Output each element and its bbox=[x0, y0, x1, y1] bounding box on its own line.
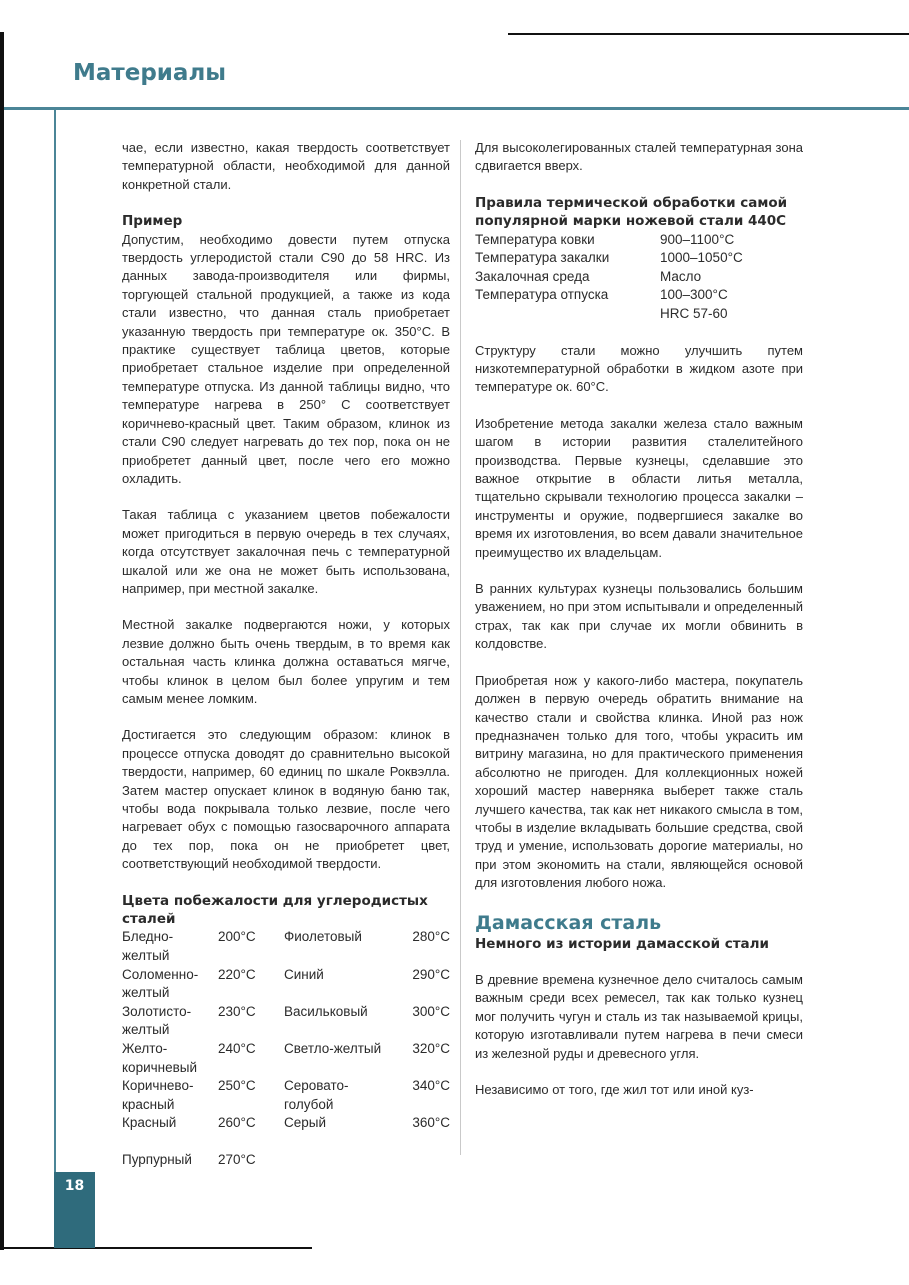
temper-color-a: Красный bbox=[122, 1115, 177, 1131]
temper-temp-b: 280°С bbox=[412, 929, 450, 945]
example-paragraph: Допустим, необходимо довести путем отпуска твердость углеродистой стали С90 до 58 HRC. Из данных завода-производителя или фирмы, торгующей стальной продукцией, а также из кода стали известно, что данная сталь приобретает указанную твердость при температуре ок. 350°С. В практике существует таблица цветов, которые приобретает стальное изделие при определенной температуре отпуска. Из данной таблицы видно, что температуре нагрева в 250° С соответствует коричнево-красный цвет. Таким образом, клинок из стали С90 следует нагревать до тех пор, пока он не приобретет данный цвет, после чего его можно охладить. bbox=[122, 231, 450, 486]
temper-temp-b bbox=[384, 1151, 450, 1188]
paragraph-regardless: Независимо от того, где жил тот или иной куз- bbox=[475, 1082, 754, 1097]
paragraph-nitrogen: Структуру стали можно улучшить путем низкотемпературной обработки в жидком азоте при температуре ок. 60°С. bbox=[475, 342, 803, 395]
temper-temp-a: 250°С bbox=[218, 1078, 256, 1094]
temper-color-a: Желто-коричневый bbox=[122, 1041, 198, 1075]
rules-heading: Правила термической обработки самой популярной марки ножевой стали 440С bbox=[475, 194, 788, 230]
temper-color-a: Пурпурный bbox=[122, 1152, 192, 1168]
temper-color-row bbox=[122, 966, 450, 1003]
temper-colors-heading: Цвета побежалости для углеродистых сталей bbox=[122, 892, 428, 928]
temper-color-row bbox=[122, 1114, 450, 1151]
page-number-box bbox=[54, 1172, 95, 1248]
header-rule bbox=[4, 107, 909, 110]
temper-color-row bbox=[122, 1003, 450, 1040]
temper-temp-a: 220°С bbox=[218, 966, 256, 982]
paragraph-high-alloy: Для высоколегированных сталей температурная зона сдвигается вверх. bbox=[475, 140, 803, 174]
temper-color-b: Васильковый bbox=[284, 1003, 368, 1019]
heat-treatment-value: Масло bbox=[660, 268, 702, 284]
temper-color-a: Коричнево-красный bbox=[122, 1078, 194, 1112]
heat-treatment-value: 900–1100°С bbox=[660, 231, 735, 247]
temper-temp-a: 240°С bbox=[218, 1041, 256, 1056]
damask-subtitle: Немного из истории дамасской стали bbox=[475, 935, 770, 952]
temper-temp-b: 290°С bbox=[412, 966, 450, 982]
temper-colors-table bbox=[122, 928, 450, 1188]
temper-color-b: Фиолетовый bbox=[284, 929, 362, 945]
temper-color-a: Соломенно-желтый bbox=[122, 966, 199, 1001]
temper-temp-a: 270°С bbox=[218, 1152, 256, 1168]
heat-treatment-row bbox=[475, 286, 803, 305]
paragraph-early-cultures: В ранних культурах кузнецы пользовались большим уважением, но при этом испытывали и определенный страх, так как при случае их могли обвинить в колдовстве. bbox=[475, 581, 803, 652]
temper-color-b bbox=[284, 1151, 384, 1188]
temper-temp-a: 200°С bbox=[218, 929, 256, 945]
heat-treatment-label: Температура отпуска bbox=[475, 287, 609, 303]
temper-color-row bbox=[122, 928, 450, 965]
temper-temp-b: 340°С bbox=[412, 1078, 450, 1094]
temper-color-b: Синий bbox=[284, 966, 324, 982]
paragraph-buyer: Приобретая нож у какого-либо мастера, покупатель должен в первую очередь обратить внимание на качество стали и свойства клинка. Иной раз нож предназначен только для того, чтобы украсить им витрину магазина, но для практического применения абсолютно не пригоден. Для коллекционных ножей хороший мастер наверняка выберет также сталь лучшего качества, так как нет никакого смысла в том, чтобы в изделие вкладывать большие средства, свой труд и умение, использовать дорогие материалы, но при этом экономить на стали, являющейся основой для изготовления любого ножа. bbox=[475, 672, 803, 891]
temper-color-a: Золотисто-желтый bbox=[122, 1003, 192, 1038]
temper-color-b: Светло-желтый bbox=[284, 1041, 382, 1056]
column-divider bbox=[460, 140, 461, 1155]
temper-color-row bbox=[122, 1077, 450, 1114]
temper-temp-a: 260°С bbox=[218, 1115, 256, 1131]
intro-paragraph: чае, если известно, какая твердость соответствует температурной области, необходимой для данной конкретной стали. bbox=[122, 140, 450, 192]
heat-treatment-label: Температура ковки bbox=[475, 231, 595, 247]
paragraph-invention: Изобретение метода закалки железа стало важным шагом в истории развития сталелитейного производства. Первые кузнецы, сделавшие это важное открытие в области литья металла, тщательно скрывали технологию процесса закалки – инструменты и оружие, подвергшиеся закалке во время их изготовления, во всем давали значительное преимущество их владельцам. bbox=[475, 415, 803, 560]
paragraph-local-hardening: Местной закалке подвергаются ножи, у которых лезвие должно быть очень твердым, в то время как остальная часть клинка должна оставаться мягче, чтобы клинок в целом был более упругим и тем самым менее ломким. bbox=[122, 617, 450, 706]
heat-treatment-label bbox=[475, 305, 660, 324]
temper-color-b: Серовато-голубой bbox=[284, 1078, 349, 1112]
paragraph-method: Достигается это следующим образом: клинок в процессе отпуска доводят до сравнительно высокой твердости, например, 60 единиц по шкале Роквэлла. Затем мастер опускает клинок в водяную баню так, чтобы вода покрывала только лезвие, после чего нагревает обух с помощью газосварочного аппарата до тех пор, пока он не приобретет цвет, соответствующий необходимой твердости. bbox=[122, 727, 450, 872]
heat-treatment-row bbox=[475, 249, 803, 268]
temper-temp-b: 360°С bbox=[412, 1115, 450, 1131]
temper-color-a: Бледно-желтый bbox=[122, 929, 174, 964]
temper-temp-a: 230°С bbox=[218, 1003, 256, 1019]
temper-color-row bbox=[122, 1040, 450, 1077]
heat-treatment-value: 1000–1050°С bbox=[660, 250, 743, 266]
section-title: Материалы bbox=[73, 60, 227, 86]
heat-treatment-table bbox=[475, 231, 803, 324]
paragraph-table-use: Такая таблица с указанием цветов побежалости может пригодиться в первую очередь в тех случаях, когда отсутствует закалочная печь с температурной шкалой или же она не может быть использована, например, при местной закалке. bbox=[122, 507, 450, 596]
temper-temp-b: 300°С bbox=[412, 1003, 450, 1019]
heat-treatment-row bbox=[475, 305, 803, 324]
temper-color-row bbox=[122, 1151, 450, 1188]
heat-treatment-value: 100–300°С bbox=[660, 287, 728, 303]
heat-treatment-value: HRC 57-60 bbox=[660, 306, 728, 321]
temper-temp-b: 320°С bbox=[412, 1041, 450, 1056]
left-column bbox=[122, 139, 450, 1188]
right-column bbox=[475, 139, 803, 1117]
damask-title: Дамасская сталь bbox=[475, 911, 662, 934]
page-number: 18 bbox=[64, 1178, 85, 1194]
sidebar-strip bbox=[54, 110, 56, 1172]
paragraph-ancient: В древние времена кузнечное дело считалось самым важным среди всех ремесел, так как только кузнец мог получить чугун и сталь из так называемой крицы, которую изготавливали путем нагрева в печи смеси из железной руды и древесного угля. bbox=[475, 971, 803, 1061]
heat-treatment-label: Закалочная среда bbox=[475, 268, 590, 284]
heat-treatment-label: Температура закалки bbox=[475, 250, 610, 266]
heat-treatment-row bbox=[475, 231, 803, 250]
scan-edge-left bbox=[0, 32, 4, 1250]
heat-treatment-row bbox=[475, 268, 803, 287]
scan-bottom-line bbox=[0, 1247, 312, 1249]
scan-top-line bbox=[508, 33, 909, 35]
example-heading: Пример bbox=[122, 213, 183, 230]
temper-color-b: Серый bbox=[284, 1115, 327, 1131]
